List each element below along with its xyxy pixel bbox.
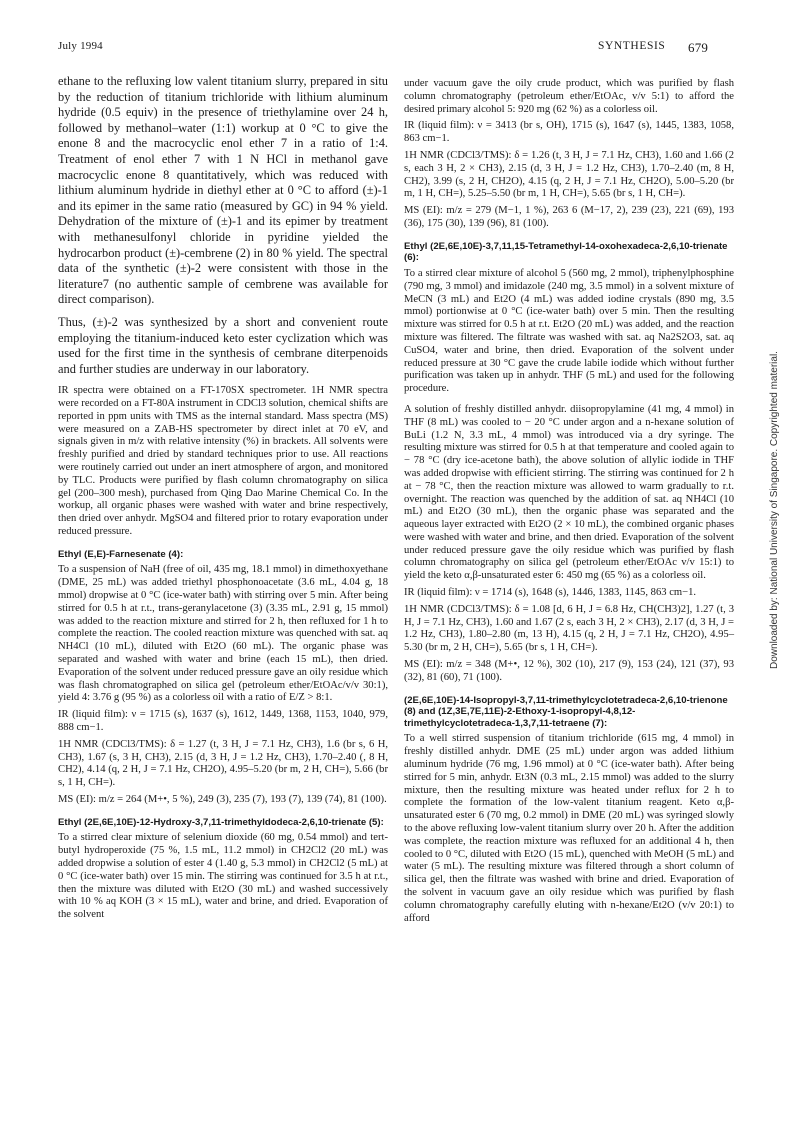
procedure-paragraph: To a suspension of NaH (free of oil, 435 mg, 18.1 mmol) in dimethoxyethane (DME, 25 mL) was added triethyl phosphonoacetate (3.6 mL, 4.04 g, 18 mmol) dropwise at 0 °C (ice-water bath) with stirring over 5 min. After being stirred for 0.5 h at r.t., trans-geranylacetone (3) (3.35 mL, 2.91 g, 15 mmol) was added to the reaction mixture and stirred for 2 h, then refluxed for 1 h to complete the reaction. The cooled reaction mixture was quenched with sat. aq NH4Cl (10 mL), diluted with Et2O (60 mL). The organic phase was separated and washed with water and brine (each 15 mL), then dried. Evaporation of the solvent under reduced pressure gave an oily residue which was flash chromatographed on silica gel (petroleum ether/EtOAc/v/v 30:1), yield 4: 3.76 g (95 %) as a colorless oil with a ratio of E/Z > 8:1.: [58, 564, 388, 704]
intro-paragraph: ethane to the refluxing low valent titanium slurry, prepared in situ by the reduction of titanium trichloride with lithium aluminum hydride (0.5 equiv) in the presence of triethylamine over 24 h, followed by methanol–water (1:1) workup at 0 °C to give the enone 8 and the macrocyclic enol ether 7 in a ratio of 1:4. Treatment of enol ether 7 with 1 N HCl in methanol gave macrocyclic enone 8 quantitatively, which was reduced with lithium aluminum hydride in diethyl ether at 0 °C to afford (±)-1 and its epimer in the same ratio (measured by GC) in 94 % yield. Dehydration of the mixture of (±)-1 and its epimer by treatment with methanesulfonyl chloride in pyridine yielded the hydrocarbon product (±)-cembrene (2) in 80 % yield. The spectral data of the synthetic (±)-2 were consistent with those in the literature7 (no authentic sample of cembrene was available for direct comparison).: [58, 74, 388, 307]
procedure-paragraph: To a well stirred suspension of titanium trichloride (615 mg, 4 mmol) in freshly distilled anhydr. DME (25 mL) under argon was added lithium aluminum hydride (76 mg, 1.96 mmol) at 0 °C (ice-water bath). After being stirred for 5 min, anhydr. Et3N (0.3 mL, 2.15 mmol) was added to the slurry mixture, then the resulting mixture was heated under reflux for 2 h to complete the formation of the low-valent titanium reagent. Keto α,β-unsaturated ester 6 (70 mg, 0.2 mmol) in DME (20 mL) was syringed slowly to the above refluxing low-valent titanium slurry over 20 h. After the addition was complete, the reaction mixture was refluxed for an additional 4 h, then cooled to 0 °C, diluted with Et2O (15 mL), quenched with MeOH (5 mL) and water (5 mL). The resulting mixture was filtered through a short column of silica gel, then the filtrate was washed with brine and dried. Evaporation of the solvent in vacuum gave an oily residue which was purified by flash column chromatography carefully eluting with n-hexane/Et2O (v/v 20:1) to afford: [404, 733, 734, 924]
procedure-paragraph: under vacuum gave the oily crude product, which was purified by flash column chromatography (petroleum ether/EtOAc, v/v 5:1) to afford the desired primary alcohol 5: 920 mg (62 %) as a colorless oil.: [404, 78, 734, 115]
left-column: [58, 74, 388, 922]
procedure-paragraph: To a stirred clear mixture of alcohol 5 (560 mg, 2 mmol), triphenylphosphine (790 mg, 3 mmol) and imidazole (240 mg, 3.5 mmol) in a solvent mixture of MeCN (3 mL) and Et2O (4 mL) was added iodine crystals (890 mg, 3.5 mmol) portionwise at 0 °C (ice-water bath) over 5 min. Then the resulting mixture was stirred for 0.5 h at r.t. Et2O (20 mL) was added, and the reaction mixture was filtered. The filtrate was washed with sat. aq Na2S2O3, sat. aq CuSO4, water and brine, then dried. Evaporation of the solvent under reduced pressure at 30 °C gave the crude labile iodide which without further purification was taken up in anhydr. THF (5 mL) and used for the following procedure.: [404, 267, 734, 395]
section-heading: Ethyl (E,E)-Farnesenate (4):: [58, 548, 184, 560]
header-page-number: 679: [688, 40, 709, 55]
header-journal-name: SYNTHESIS: [598, 40, 666, 52]
intro-paragraph: Thus, (±)-2 was synthesized by a short and convenient route employing the titanium-induced keto ester cyclization which was used for the first time in the synthesis of cembrane diterpenoids and further studies are underway in our laboratory.: [58, 314, 388, 376]
paragraph: IR spectra were obtained on a FT-170SX spectrometer. 1H NMR spectra were recorded on a FT-80A instrument in CDCl3 solution, chemical shifts are reported in ppm units with TMS as the internal standard. Mass spectra (MS) were measured on a ZAB-HS spectrometer by direct inlet at 70 eV, and signals given in m/z with relative intensity (%) in brackets. All solvents were freshly purified and dried by standard techniques prior to use. All reactions were routinely carried out under an inert atmosphere of argon, and monitored by TLC. Products were purified by flash column chromatography on silica gel (200–300 mesh), purchased from Qing Dao Marine Chemical Co. In the workup, all organic phases were washed with water and brine respectively, then dried over anhydr. MgSO4 and filtered prior to rotary evaporation under reduced pressure.: [58, 385, 388, 538]
procedure-paragraph: To a stirred clear mixture of selenium dioxide (60 mg, 0.54 mmol) and tert-butyl hydroperoxide (75 %, 1.5 mL, 11.2 mmol) in CH2Cl2 (20 mL) was added dropwise a solution of ester 4 (1.40 g, 5.3 mmol) in CH2Cl2 (5 mL) at 0 °C (ice-water bath) over 15 min. The stirring was continued for 3.5 h at r.t., then the mixture was diluted with Et2O (30 mL) and washed successively with 10 % aq KOH (3 × 15 mL), water and brine, and dried. Evaporation of the solvent: [58, 832, 388, 921]
spectral-data-line: MS (EI): m/z = 348 (M+•, 12 %), 302 (10), 217 (9), 153 (24), 121 (37), 93 (32), 81 (60), 71 (100).: [404, 659, 734, 683]
spectral-data-line: MS (EI): m/z = 264 (M+•, 5 %), 249 (3), 235 (7), 193 (7), 139 (74), 81 (100).: [58, 793, 387, 805]
section-heading: Ethyl (2E,6E,10E)-3,7,11,15-Tetramethyl-14-oxohexadeca-2,6,10-trienate (6):: [404, 240, 728, 264]
download-notice: Downloaded by: National University of Singapore. Copyrighted material.: [769, 351, 780, 669]
spectral-data-line: IR (liquid film): ν = 1714 (s), 1648 (s), 1446, 1383, 1145, 863 cm−1.: [404, 587, 697, 599]
section-heading: Ethyl (2E,6E,10E)-12-Hydroxy-3,7,11-trimethyldodeca-2,6,10-trienate (5):: [58, 816, 384, 828]
spectral-data-line: 1H NMR (CDCl3/TMS): δ = 1.26 (t, 3 H, J = 7.1 Hz, CH3), 1.60 and 1.66 (2 s, each 3 H, 2 × CH3), 2.15 (d, 3 H, J = 1.2 Hz, CH3), 1.70–2.40 (m, 8 H, CH2), 3.99 (s, 2 H, CH2O), 4.15 (q, 2 H, J = 7.1 Hz, CH2O), 5.00–5.20 (br m, 1 H, CH=), 5.25–5.50 (br m, 1 H, CH=), 5.65 (br s, 1 H, CH=).: [404, 149, 734, 200]
header-date: July 1994: [58, 40, 103, 52]
spectral-data-line: 1H NMR (CDCl3/TMS): δ = 1.08 [d, 6 H, J = 6.8 Hz, CH(CH3)2], 1.27 (t, 3 H, J = 7.1 Hz, CH3), 1.60 and 1.67 (2 s, each 3 H, 2 × CH3), 2.17 (d, 3 H, J = 1.2 Hz, CH3), 1.80–2.80 (m, 13 H), 4.15 (q, 2 H, J = 7.1 Hz, CH2O), 4.95–5.30 (br m, 2 H, CH=), 5.65 (br s, 1 H, CH=).: [404, 603, 734, 654]
spectral-data-line: IR (liquid film): ν = 3413 (br s, OH), 1715 (s), 1647 (s), 1445, 1383, 1058, 863 cm−1.: [404, 120, 734, 145]
paragraph: A solution of freshly distilled anhydr. diisopropylamine (41 mg, 4 mmol) in THF (8 mL) was cooled to − 20 °C under argon and a n-hexane solution of BuLi (1.2 N, 3.3 mL, 4 mmol) was introduced via a dry syringe. The resulting mixture was stirred for 0.5 h at that temperature and cooled again to − 78 °C (dry ice-acetone bath), the above solution of allylic iodide in THF was added dropwise with efficient stirring. The stirring was continued for 2 h at − 78 °C, then the reaction mixture was allowed to warm gradually to r.t. overnight. The reaction was quenched by the addition of sat. aq NH4Cl (10 mL) and Et2O (30 mL), then the organic phase was separated and the aqueous layer extracted with Et2O (2 × 10 mL), the combined organic phases were washed with water and brine, and then dried. Evaporation of the solvent under reduced pressure gave the oily residue which was purified by flash column chromatography on silica gel (petroleum ether/EtOAc v/v 15:1) to yield the keto α,β-unsaturated ester 6: 450 mg (65 %) as a colorless oil.: [404, 403, 734, 582]
section-heading: (2E,6E,10E)-14-Isopropyl-3,7,11-trimethylcyclotetradeca-2,6,10-trienone (8) and (1Z,3E,7E,11E)-2-Ethoxy-1-isopropyl-4,8,12-trimethylcyclotetradeca-1,3,7,11-tetraene (7):: [404, 694, 728, 729]
right-column: [404, 74, 734, 925]
spectral-data-line: IR (liquid film): ν = 1715 (s), 1637 (s), 1612, 1449, 1368, 1153, 1040, 979, 888 cm−1.: [58, 709, 388, 733]
spectral-data-line: 1H NMR (CDCl3/TMS): δ = 1.27 (t, 3 H, J = 7.1 Hz, CH3), 1.6 (br s, 6 H, CH3), 1.67 (s, 3 H, CH3), 2.15 (d, 3 H, J = 1.2 Hz, CH3), 1.70–2.40 (, 8 H, CH2), 4.14 (q, 2 H, J = 7.1 Hz, CH2O), 4.95–5.20 (br m, 2 H, CH=), 5.66 (br s, 1 H, CH=).: [58, 738, 388, 789]
spectral-data-line: MS (EI): m/z = 279 (M−1, 1 %), 263 6 (M−17, 2), 239 (23), 221 (69), 193 (36), 175 (30), 139 (96), 81 (100).: [404, 205, 734, 229]
